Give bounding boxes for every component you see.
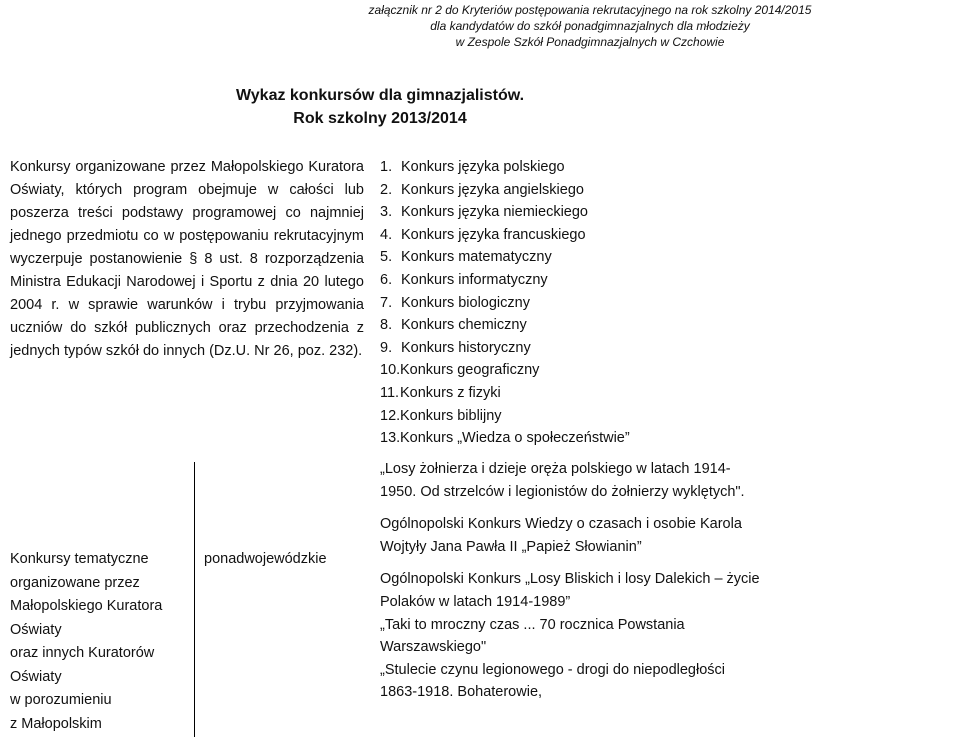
list-item: 13. Konkurs „Wiedza o społeczeństwie” <box>380 430 630 447</box>
organizer-line: Oświaty <box>10 668 62 685</box>
list-item: 9. Konkurs historyczny <box>380 339 531 356</box>
organizer-line: oraz innych Kuratorów <box>10 645 155 661</box>
list-item: 8. Konkurs chemiczny <box>380 317 527 334</box>
list-item: 4. Konkurs języka francuskiego <box>380 226 586 243</box>
list-item: 1. Konkurs języka polskiego <box>380 159 565 175</box>
list-item: 11. Konkurs z fizyki <box>380 384 501 401</box>
organizer-line: Konkursy tematyczne <box>10 551 149 567</box>
thematic-contest: „Losy żołnierza i dzieje oręża polskiego w latach 1914-1950. Od strzelców i legionistów do żołnierzy wyklętych". <box>380 461 745 500</box>
thematic-contest: Ogólnopolski Konkurs „Losy Bliskich i losy Dalekich – życie Polaków w latach 1914-1989” <box>380 571 760 610</box>
page-header <box>240 2 940 50</box>
organizer-line: organizowane przez <box>10 574 140 591</box>
list-item: 2. Konkurs języka angielskiego <box>380 181 584 198</box>
header-line-2: dla kandydatów do szkół ponadgimnazjalnych dla młodzieży <box>430 19 750 33</box>
contest-list <box>380 156 740 450</box>
school-year-title: Rok szkolny 2013/2014 <box>293 110 467 127</box>
regulation-description: Konkursy organizowane przez Małopolskiego Kuratora Oświaty, których program obejmuje w całości lub poszerza treści podstawy programowej co najmniej jednego przedmiotu co w postępowaniu rekrutacyjnym wyczerpuje postanowienie § 8 ust. 8 rozporządzenia Ministra Edukacji Narodowej i Sportu z dnia 20 lutego 2004 r. w sprawie warunków i trybu przyjmowania uczniów do szkół publicznych oraz przechodzenia z jednych typów szkół do innych (Dz.U. Nr 26, poz. 232). <box>10 159 364 359</box>
organizer-line: w porozumieniu <box>10 692 112 708</box>
organizer-line: Małopolskiego Kuratora <box>10 598 163 614</box>
list-item: 12. Konkurs biblijny <box>380 407 502 424</box>
list-item: 3. Konkurs języka niemieckiego <box>380 204 588 221</box>
list-item: 6. Konkurs informatyczny <box>380 271 548 288</box>
list-item: 7. Konkurs biologiczny <box>380 294 530 311</box>
thematic-contest: „Stulecie czynu legionowego - drogi do niepodległości 1863-1918. Bohaterowie, <box>380 661 725 701</box>
list-item: 5. Konkurs matematyczny <box>380 249 552 266</box>
thematic-contests-list <box>380 458 760 704</box>
thematic-contests-organizers <box>10 548 190 736</box>
table-column-divider <box>194 462 195 737</box>
header-line-1: załącznik nr 2 do Kryteriów postępowania rekrutacyjnego na rok szkolny 2014/2015 <box>368 3 812 17</box>
list-item: 10. Konkurs geograficzny <box>380 362 540 379</box>
header-line-3: w Zespole Szkół Ponadgimnazjalnych w Czchowie <box>455 35 725 49</box>
organizer-line: Oświaty <box>10 621 62 638</box>
organizer-line: z Małopolskim <box>10 715 102 732</box>
document-title: Wykaz konkursów dla gimnazjalistów. <box>235 87 525 104</box>
contest-level: ponadwojewódzkie <box>204 551 327 567</box>
thematic-contest: „Taki to mroczny czas ... 70 rocznica Powstania Warszawskiego" <box>380 616 685 656</box>
thematic-contest: Ogólnopolski Konkurs Wiedzy o czasach i osobie Karola Wojtyły Jana Pawła II „Papież Słowianin” <box>380 516 742 555</box>
